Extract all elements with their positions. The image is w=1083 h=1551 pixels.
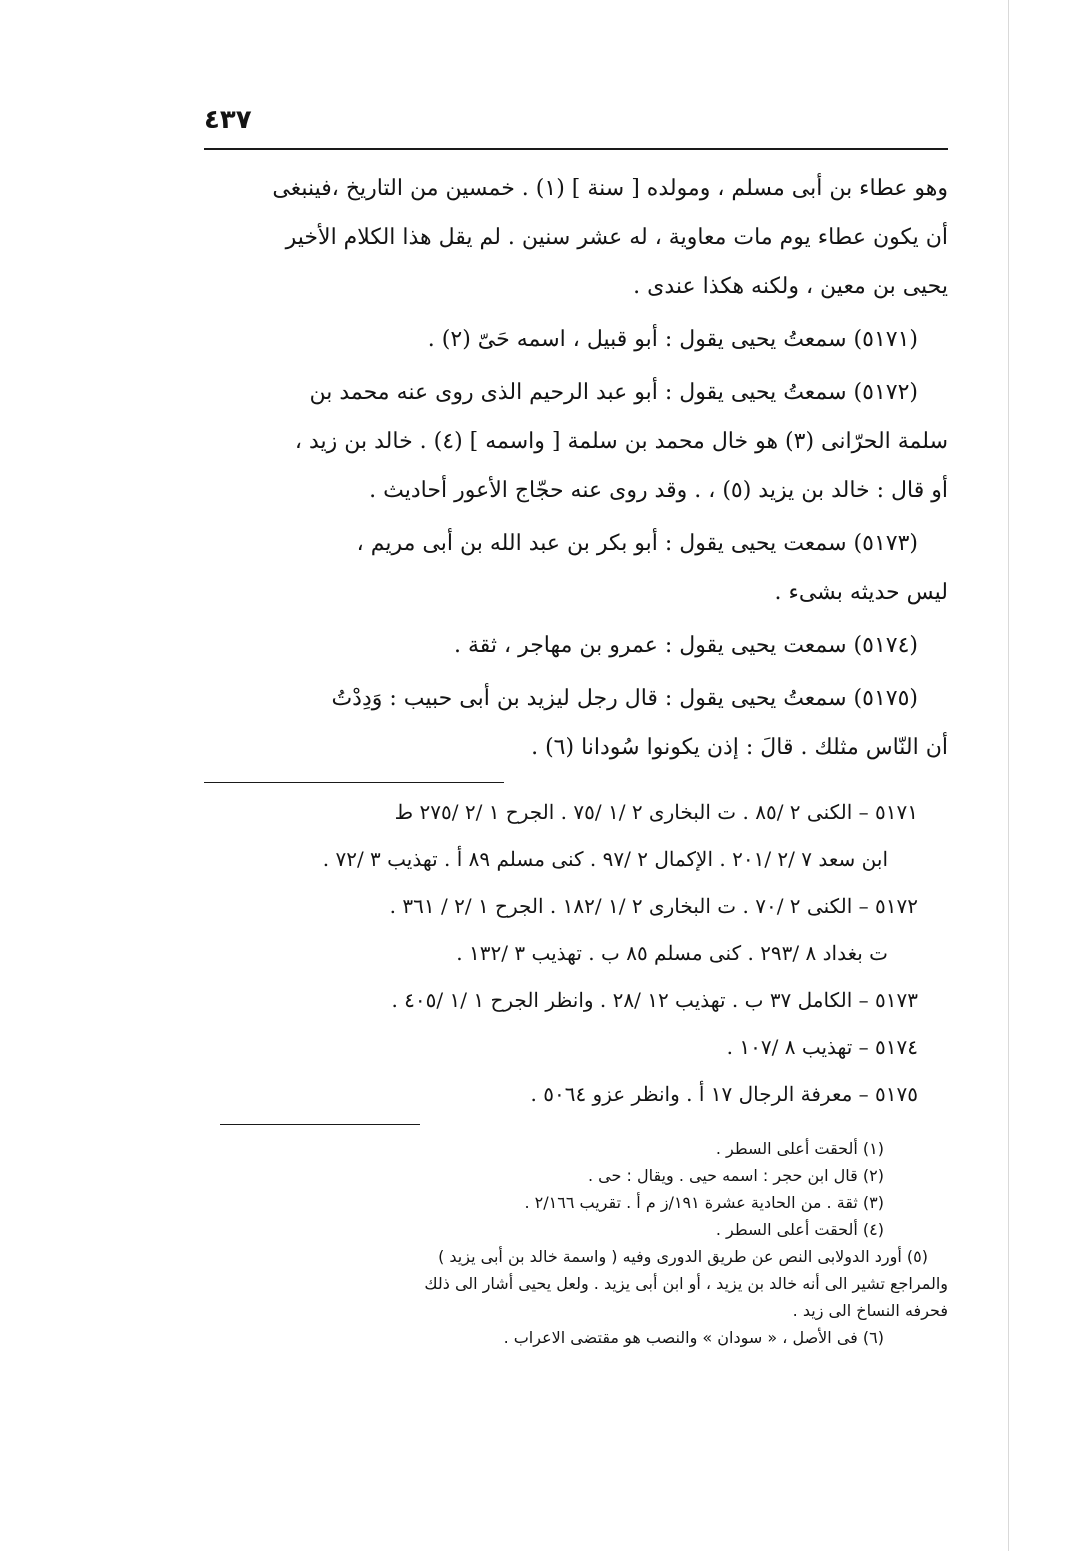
footnote: (١) ألحقت أعلى السطر . <box>715 1139 884 1158</box>
entry-5172-line: أو قال : خالد بن يزيد (٥) ، . وقد روى عنه حجّاج الأعور أحاديث . <box>369 478 948 503</box>
reference-line: ٥١٧٥ – معرفة الرجال ١٧ أ . وانظر عزو ٥٠٦٤ . <box>530 1082 918 1106</box>
entry-5173-line: (٥١٧٣) سمعت يحيى يقول : أبو بكر بن عبد الله بن أبى مريم ، <box>356 531 918 556</box>
page-edge-line <box>1008 0 1009 1551</box>
entry-5175-line: (٥١٧٥) سمعتُ يحيى يقول : قال رجل ليزيد بن أبى حبيب : وَدِدْتُ <box>331 686 918 711</box>
references-rule <box>204 782 504 783</box>
reference-line: ٥١٧٣ – الكامل ٣٧ ب . تهذيب ١٢ /٢٨ . وانظر الجرح ١ /١ /٤٠٥ . <box>391 988 918 1012</box>
footnote-continuation: والمراجع تشير الى أنه خالد بن يزيد ، أو ابن أبى يزيد . ولعل يحيى أشار الى ذلك <box>424 1274 948 1293</box>
footnote-continuation: فحرفه النساخ الى زيد . <box>792 1301 948 1320</box>
intro-line: وهو عطاء بن أبى مسلم ، ومولده [ سنة ] (١) . خمسين من التاريخ ،فينبغى <box>272 176 948 201</box>
references-block <box>204 789 948 1118</box>
footnotes-rule <box>220 1124 420 1125</box>
reference-line: ابن سعد ٧ /٢ /٢٠١ . الإكمال ٢ /٩٧ . كنى مسلم ٨٩ أ . تهذيب ٣ /٧٢ . <box>322 847 888 871</box>
entry-5172-line: سلمة الحرّانى (٣) هو خال محمد بن سلمة [ واسمه ] (٤) . خالد بن زيد ، <box>294 429 948 454</box>
entry-5174-line: (٥١٧٤) سمعت يحيى يقول : عمرو بن مهاجر ، ثقة . <box>453 633 918 658</box>
footnote: (٢) قال ابن حجر : اسمه حيى . ويقال : حى . <box>588 1166 884 1185</box>
entry-5172-line: (٥١٧٢) سمعتُ يحيى يقول : أبو عبد الرحيم الذى روى عنه محمد بن <box>309 380 918 405</box>
entry-5175-line: أن النّاس مثلك . قالَ : إذن يكونوا سُودانا (٦) . <box>531 735 948 760</box>
intro-line: أن يكون عطاء يوم مات معاوية ، له عشر سنين . لم يقل هذا الكلام الأخير <box>285 225 948 250</box>
reference-line: ٥١٧٢ – الكنى ٢ /٧٠ . ت البخارى ٢ /١ /١٨٢ . الجرح ١ /٢ / ٣٦١ . <box>389 894 918 918</box>
entry-5173-line: ليس حديثه بشىء . <box>774 580 948 605</box>
intro-line: يحيى بن معين ، ولكنه هكذا عندى . <box>633 274 948 299</box>
footnotes-block <box>204 1135 948 1351</box>
reference-line: ٥١٧٤ – تهذيب ٨ /١٠٧ . <box>726 1035 918 1059</box>
reference-line: ٥١٧١ – الكنى ٢ /٨٥ . ت البخارى ٢ /١ /٧٥ . الجرح ١ /٢ /٢٧٥ ط <box>394 800 918 824</box>
footnote: (٥) أورد الدولابى النص عن طريق الدورى وفيه ( واسمة خالد بن أبى يزيد ) <box>438 1247 928 1266</box>
main-text <box>204 164 948 772</box>
reference-line: ت بغداد ٨ /٢٩٣ . كنى مسلم ٨٥ ب . تهذيب ٣ /١٣٢ . <box>456 941 888 965</box>
header-rule <box>204 148 948 150</box>
footnote: (٣) ثقة . من الحادية عشرة ١٩١/ز م أ . تقريب ٢/١٦٦ . <box>524 1193 884 1212</box>
page-number: ٤٣٧ <box>204 105 252 135</box>
book-page <box>204 100 948 1351</box>
footnote: (٦) فى الأصل ، « سودان » والنصب هو مقتضى الاعراب . <box>503 1328 884 1347</box>
entry-5171-line: (٥١٧١) سمعتُ يحيى يقول : أبو قبيل ، اسمه حَىّ (٢) . <box>427 327 918 352</box>
footnote: (٤) ألحقت أعلى السطر . <box>715 1220 884 1239</box>
